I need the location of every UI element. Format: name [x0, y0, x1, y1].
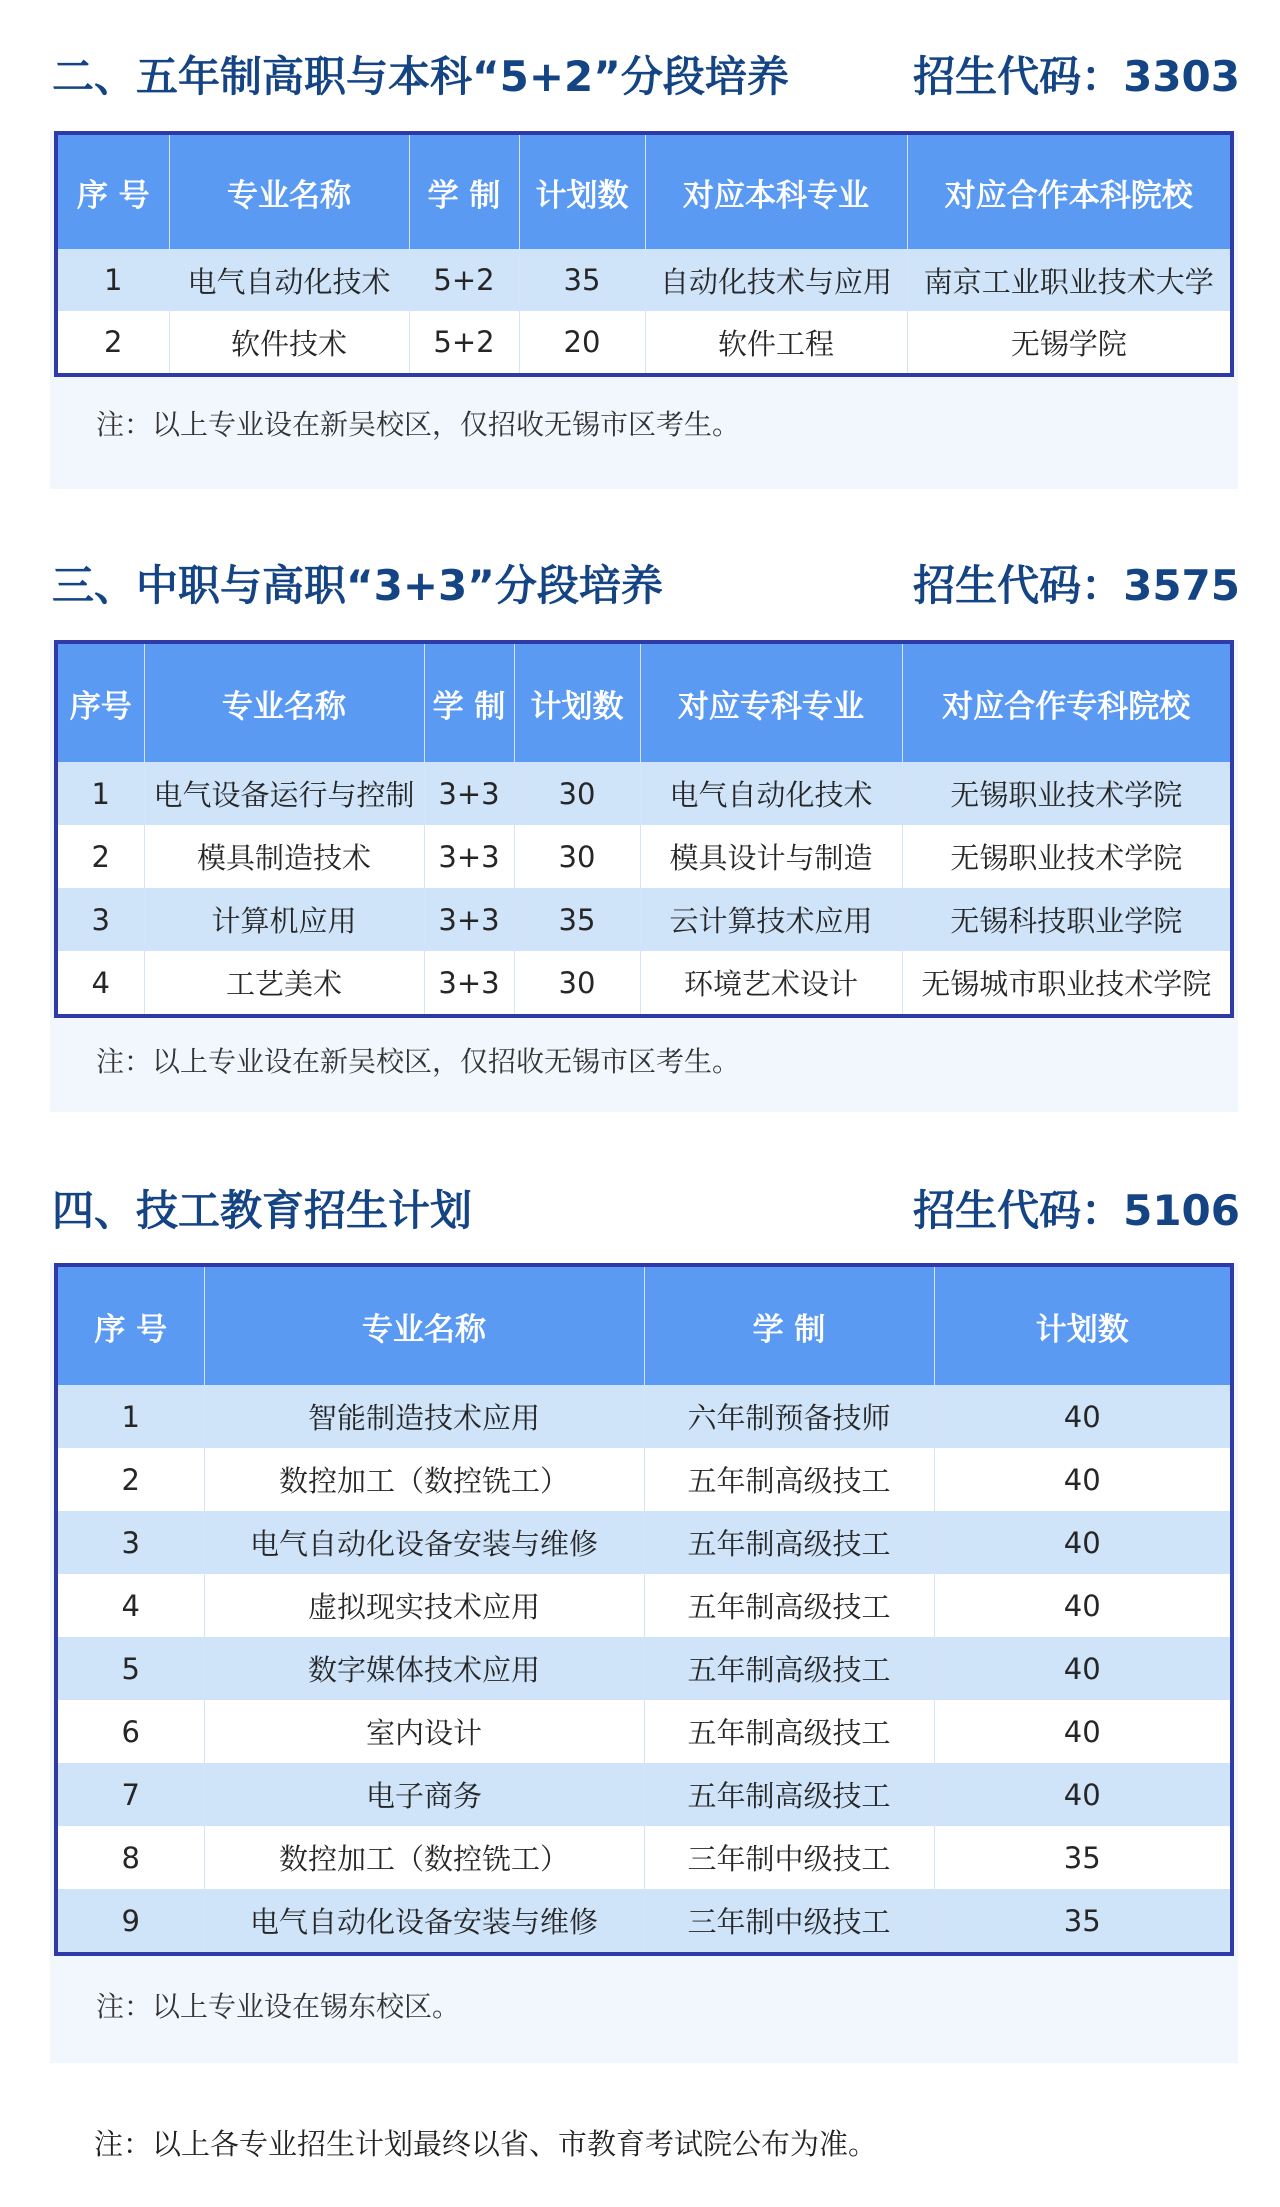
header-cell: 专业名称: [169, 135, 409, 249]
table-cell: 2: [58, 825, 144, 888]
table-row: [58, 249, 1230, 311]
section-header-5plus2: [52, 44, 1240, 110]
table-cell: 6: [58, 1700, 204, 1763]
table-cell: 35: [514, 888, 640, 951]
table-cell: 1: [58, 1385, 204, 1448]
table-cell: 9: [58, 1889, 204, 1952]
table-cell: 40: [934, 1511, 1230, 1574]
table-cell: 无锡城市职业技术学院: [902, 951, 1230, 1014]
table-cell: 五年制高级技工: [644, 1511, 934, 1574]
section-header-technician: [52, 1178, 1240, 1244]
table-cell: 三年制中级技工: [644, 1889, 934, 1952]
table-row: [58, 825, 1230, 888]
table-cell: 软件技术: [169, 311, 409, 373]
table-cell: 40: [934, 1448, 1230, 1511]
table-row: [58, 1448, 1230, 1511]
table-cell: 自动化技术与应用: [645, 249, 907, 311]
header-cell: 对应合作专科院校: [902, 644, 1230, 762]
table-cell: 数控加工（数控铣工）: [204, 1448, 644, 1511]
table-cell: 电气自动化技术: [169, 249, 409, 311]
table-cell: 六年制预备技师: [644, 1385, 934, 1448]
table-cell: 3+3: [424, 825, 514, 888]
table-3plus3: [54, 640, 1234, 1018]
section-title: 三、中职与高职“3+3”分段培养: [52, 561, 663, 610]
table-cell: 35: [934, 1889, 1230, 1952]
header-cell: 序 号: [58, 1267, 204, 1385]
table-cell: 7: [58, 1763, 204, 1826]
header-cell: 对应专科专业: [640, 644, 902, 762]
header-cell: 对应合作本科院校: [907, 135, 1230, 249]
table-row: [58, 1826, 1230, 1889]
table-cell: 35: [934, 1826, 1230, 1889]
table-cell: 无锡职业技术学院: [902, 825, 1230, 888]
table-cell: 云计算技术应用: [640, 888, 902, 951]
table-row: [58, 1637, 1230, 1700]
table-cell: 35: [519, 249, 645, 311]
table-cell: 虚拟现实技术应用: [204, 1574, 644, 1637]
table-cell: 环境艺术设计: [640, 951, 902, 1014]
enrollment-code: 招生代码：3303: [913, 52, 1240, 101]
table-cell: 3+3: [424, 762, 514, 825]
table-cell: 40: [934, 1574, 1230, 1637]
header-cell: 序 号: [58, 135, 169, 249]
table-row: [58, 1763, 1230, 1826]
table-cell: 2: [58, 1448, 204, 1511]
table-cell: 30: [514, 825, 640, 888]
table-cell: 智能制造技术应用: [204, 1385, 644, 1448]
header-cell: 学 制: [644, 1267, 934, 1385]
table-row: [58, 951, 1230, 1014]
table-cell: 1: [58, 762, 144, 825]
section-panel-5plus2: [50, 131, 1238, 489]
table-cell: 五年制高级技工: [644, 1637, 934, 1700]
table-cell: 电气设备运行与控制: [144, 762, 424, 825]
header-cell: 序号: [58, 644, 144, 762]
table-cell: 南京工业职业技术大学: [907, 249, 1230, 311]
table-cell: 5: [58, 1637, 204, 1700]
section-panel-technician: [50, 1263, 1238, 2063]
enrollment-code: 招生代码：3575: [913, 561, 1240, 610]
section-header-3plus3: [52, 553, 1240, 619]
table-cell: 3+3: [424, 888, 514, 951]
header-cell: 计划数: [934, 1267, 1230, 1385]
footer-note: 注：以上各专业招生计划最终以省、市教育考试院公布为准。: [94, 2127, 878, 2161]
table-cell: 电气自动化设备安装与维修: [204, 1511, 644, 1574]
table-cell: 4: [58, 1574, 204, 1637]
table-cell: 3: [58, 1511, 204, 1574]
section-title: 四、技工教育招生计划: [52, 1186, 473, 1235]
table-cell: 电气自动化技术: [640, 762, 902, 825]
table-cell: 3+3: [424, 951, 514, 1014]
table-cell: 20: [519, 311, 645, 373]
table-cell: 软件工程: [645, 311, 907, 373]
table-row: [58, 1889, 1230, 1952]
enrollment-code: 招生代码：5106: [913, 1186, 1240, 1235]
section-note: 注：以上专业设在新吴校区，仅招收无锡市区考生。: [96, 1045, 741, 1078]
table-cell: 30: [514, 951, 640, 1014]
table-cell: 无锡学院: [907, 311, 1230, 373]
table-cell: 8: [58, 1826, 204, 1889]
section-title: 二、五年制高职与本科“5+2”分段培养: [52, 52, 789, 101]
table-cell: 2: [58, 311, 169, 373]
header-cell: 对应本科专业: [645, 135, 907, 249]
table-cell: 无锡科技职业学院: [902, 888, 1230, 951]
table-cell: 计算机应用: [144, 888, 424, 951]
table-row: [58, 1574, 1230, 1637]
table-cell: 3: [58, 888, 144, 951]
table-cell: 40: [934, 1700, 1230, 1763]
section-note: 注：以上专业设在新吴校区，仅招收无锡市区考生。: [96, 408, 741, 441]
table-cell: 模具设计与制造: [640, 825, 902, 888]
table-cell: 30: [514, 762, 640, 825]
table-cell: 三年制中级技工: [644, 1826, 934, 1889]
table-cell: 五年制高级技工: [644, 1763, 934, 1826]
header-cell: 计划数: [519, 135, 645, 249]
header-cell: 学 制: [409, 135, 519, 249]
table-cell: 数字媒体技术应用: [204, 1637, 644, 1700]
table-cell: 1: [58, 249, 169, 311]
table-cell: 室内设计: [204, 1700, 644, 1763]
table-cell: 五年制高级技工: [644, 1574, 934, 1637]
table-cell: 模具制造技术: [144, 825, 424, 888]
table-cell: 40: [934, 1637, 1230, 1700]
table-cell: 40: [934, 1385, 1230, 1448]
table-cell: 电子商务: [204, 1763, 644, 1826]
table-cell: 4: [58, 951, 144, 1014]
header-cell: 学 制: [424, 644, 514, 762]
table-technician: [54, 1263, 1234, 1956]
header-cell: 计划数: [514, 644, 640, 762]
table-cell: 数控加工（数控铣工）: [204, 1826, 644, 1889]
table-cell: 五年制高级技工: [644, 1448, 934, 1511]
table-row: [58, 1700, 1230, 1763]
section-note: 注：以上专业设在锡东校区。: [96, 1990, 461, 2023]
table-row: [58, 311, 1230, 373]
table-cell: 五年制高级技工: [644, 1700, 934, 1763]
table-cell: 40: [934, 1763, 1230, 1826]
table-cell: 5+2: [409, 311, 519, 373]
header-cell: 专业名称: [204, 1267, 644, 1385]
table-row: [58, 888, 1230, 951]
header-cell: 专业名称: [144, 644, 424, 762]
section-panel-3plus3: [50, 640, 1238, 1112]
table-row: [58, 762, 1230, 825]
table-cell: 电气自动化设备安装与维修: [204, 1889, 644, 1952]
table-cell: 5+2: [409, 249, 519, 311]
table-cell: 无锡职业技术学院: [902, 762, 1230, 825]
table-row: [58, 1385, 1230, 1448]
table-cell: 工艺美术: [144, 951, 424, 1014]
table-5plus2: [54, 131, 1234, 377]
table-row: [58, 1511, 1230, 1574]
